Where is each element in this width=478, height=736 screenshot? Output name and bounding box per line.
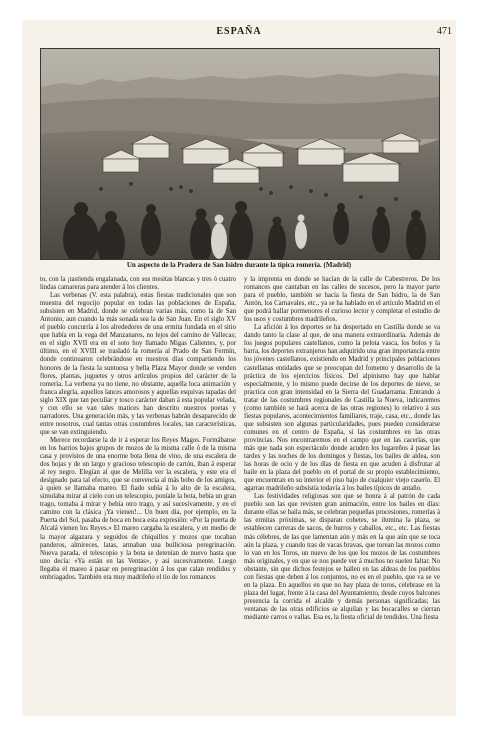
paragraph: Las festividades religiosas son que se honra á al patrón de cada pueblo son las que revisten gran animación, entre los bailes en días: durante ellas se baila más, se celebran pequeñas procesiones, romerías á las ermitas próximas, se disparan cohetes, se ilumina la plaza, se establecen carreras de sacos, de burros y caballos, etc., etc. Las fiestas más célebres, de las que lamentan aún y más en la que aún que se toca aún la plaza, y cuando tras de vacas bravas, que torean las mozos como lo van en los Toros, un nuevo de los que los mozos de las costumbres más originales, y en que se nos puede ver á muchos no suelen faltar. No obstante, sin que dichos festejos se hallen en las aldeas de los pueblos con fiestas que deben á los conjuntos, no es en el pueblo, que va se ve en la plaza. En aquellos en que no hay plaza de toros, celebrase en la plaza del lugar, frente á la casa del Ayuntamiento, desde cuyos balcones presencia la corrida el alcalde y demás personas significadas; las ventanas de las otras edificios se alquilan y las bocacalles se cierran mediante carros o vallas. Esa es, la fiesta oficial de tendidos. Una fiesta (244, 493, 440, 621)
romeria-photograph (40, 48, 440, 260)
paragraph: Merece recordarse la de ir á esperar los Reyes Magos. Formábanse en los barrios bajos grupos de mozos de la misma calle ó de la misma casa y provistos de una enorme bota llena de vino, de una escalera de dos hojas y de un largo y gracioso telescopio de cartón, iban á esperar al rey negro. Elegían al que de Melilla ver la escalera, y este era el designado para tal efecto, que se convencía al más bobo de los amigos, á quien se llamaba mareo. El fiado subía á lo alto de la escalera, simulaba mirar al cielo con un telescopio, poníale la bota, bebía un gran trago, tomaba á mirar y bebía otro trago, y así sucesivamente, y en el camino con la clásica ¡Ya vienen!... Un buen día, por ejemplo, en la Puerta del Sol, pasaba de boca en boca esta expresión: «Por la puerta de Alcalá vienen los Reyes.» El mareo cargaba la escalera, y en medio de la mayor algazara y seguidos de chiquillos y mozos que tocaban panderos, almireces, latas, armaban una bulliciosa peregrinación. Nueva parada, el telescopio y la bota se detenían de nuevo hasta que uno decía: «Ya están en las Ventas», y así sucesivamente. Luego llegaba el mareo á pasar en peregrinación á los que calan rendidos y embriagados. También era muy madrileño el tío de los romances (40, 436, 236, 581)
left-column (40, 276, 236, 708)
paragraph: La afición á los deportes se ha despertado en Castilla donde se va dando tanto la clase al que, de una manera extraordinaria. Además de los juegos populares castellanos, como la pelota vasca, los bolos y la barra, los deportes extranjeros han adquirido una gran importancia entre los jóvenes castellanos, existiendo en Madrid y principales poblaciones castellanas entidades que se preocupan del fomento y desarrollo de la práctica de los ejercicios físicos. Del alpinismo hay que hablar especialmente, y lo mismo puede decirse de los deportes de nieve, se practica con gran intensidad en la Sierra del Guadarrama. Entrando á tratar de las costumbres regionales de Castilla la Nueva, indicaremos (como también se hará acerca de las otras regiones) lo relativo á sus fiestas populares, acontecimientos familiares, traje, casa, etc., donde las que subsisten son algunas particularidades, pues pueden considerarse comunes en el centro de España, si las costumbres en las otras provincias. Nos encontraremos en el campo que en las cacerías, que más que nada son espectáculo donde acuden los lugareños á pasar las tardes y las noches de los domingos y fiestas, los bailes de aldea, son las horas de ocio y de los días de fiesta en que acuden á disfrutar al baile en la plaza del pueblo en el portal de su propio establecimiento, que encuentran en su interior el piso bajo de cualquier viejo caserío. El agarrao madrileño subsistía todavía á los bailes típicos de antaño. (244, 324, 440, 493)
right-column (244, 276, 440, 708)
page-number: 471 (437, 26, 452, 37)
paragraph: y la imprenta en donde se hacían de la calle de Cabestreros. De los romances que cantaban en las calles de sucesos, pero la mayor parte para el pueblo, también se hacía la fiesta de San Isidro, la de San Antón, los Carnavales, etc., ya se ha hablado en el artículo Madrid en el que podrá hallar pormenores el curioso lector y completar el estudio de los usos y costumbres madrileños. (244, 276, 440, 324)
page-header (22, 26, 456, 40)
photo-caption: Un aspecto de la Pradera de San Isidro durante la típica romería. (Madrid) (126, 261, 352, 269)
paragraph: to, con la ¡tastienda engalanada, con sus mesitas blancas y tres ó cuatro lindas camareras para atender á los clientes. (40, 276, 236, 292)
photo-illustration (41, 49, 439, 259)
running-title: ESPAÑA (216, 26, 262, 37)
paragraph: Las verbenas (V. esta palabra), estas fiestas tradicionales que son muestra del regocijo popular en todas las poblaciones de España, subsisten en Madrid, donde se celebran varias más, como la de San Antonio, aun cuando la más sonada sea la de San Juan. En el siglo XV el pueblo concurría á los alrededores de una ermita fundada en el sitio que había en la vega del Manzanares, no lejos del camino de Vallecas; en el siglo XVII era en el soto hoy llamado Migas Calientes, y, por último, en el XVIII se trasladó la romería al Prado de San Fermín, donde continuaron celebrándose en nuestros días compartiendo los honores de la fiesta la suntuosa y bella Plaza Mayor donde se venden flores, plantas, juguetes y otros artículos propios del carácter de la romería. La verbena ya no tiene, no obstante, aquella loca animación y franca alegría, aquellos lances amorosos y aquellas esquivas tapadas del siglo XIX que tan peculiar y tosco carácter daban á esta popular velada, y con ello se van tales matices han descrito nuestros poetas y narradores. Una generación más, y las verbenas habrán desaparecido de entre nosotros, cual tantas otras costumbres locales, tan características, que se van extinguiendo. (40, 292, 236, 436)
magazine-page (22, 20, 456, 716)
